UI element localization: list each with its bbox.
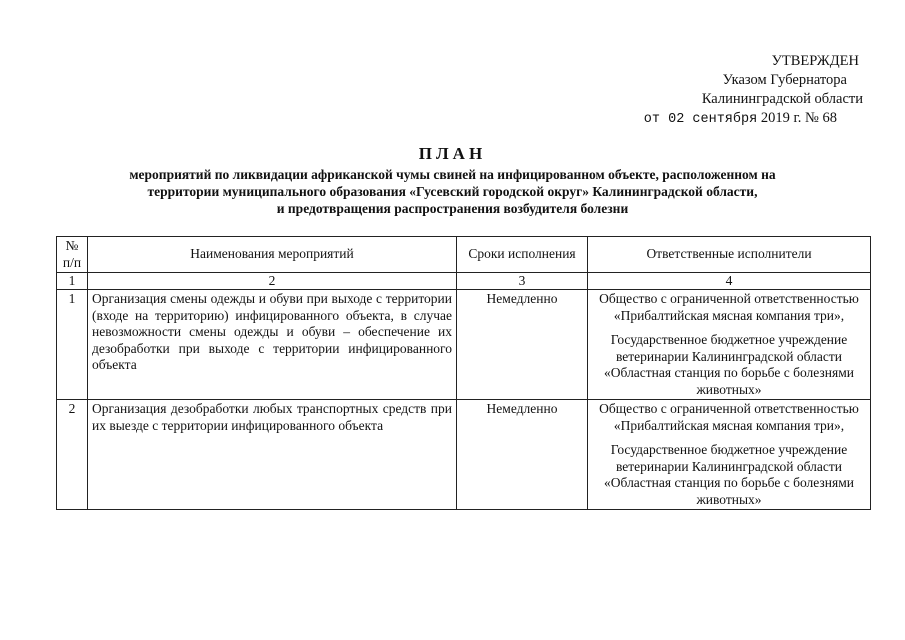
plan-table bbox=[56, 236, 871, 510]
approval-stamp bbox=[644, 52, 863, 129]
approval-date-suffix: 2019 г. № 68 bbox=[760, 110, 837, 126]
header-term: Сроки исполнения bbox=[457, 237, 588, 273]
column-number: 3 bbox=[457, 273, 588, 290]
table-row bbox=[57, 400, 871, 510]
approval-date-prefix: от 02 сентября bbox=[643, 112, 758, 127]
row-resp bbox=[588, 290, 871, 400]
document-title: ПЛАН bbox=[418, 144, 487, 163]
header-name: Наименования мероприятий bbox=[88, 237, 457, 273]
row-term: Немедленно bbox=[457, 290, 588, 400]
row-name: Организация смены одежды и обуви при выходе с территории (входе на территорию) инфицированного объекта, в случае невозможности смены одежды и обуви – обеспечение их дезобработки при выходе с территории инфицированного объекта bbox=[88, 290, 457, 400]
subtitle-line-3: и предотвращения распространения возбудителя болезни bbox=[276, 201, 629, 216]
row-num: 2 bbox=[57, 400, 88, 510]
header-num: № п/п bbox=[57, 237, 88, 273]
resp-organization-1: Общество с ограниченной ответственностью «Прибалтийская мясная компания три», bbox=[599, 401, 859, 433]
approval-status: УТВЕРЖДЕН bbox=[771, 53, 859, 69]
document-subtitle bbox=[60, 166, 845, 217]
resp-organization-1: Общество с ограниченной ответственностью «Прибалтийская мясная компания три», bbox=[599, 291, 859, 323]
column-number-row bbox=[57, 273, 871, 290]
row-term: Немедленно bbox=[457, 400, 588, 510]
approval-date bbox=[644, 109, 863, 129]
table-header-row bbox=[57, 237, 871, 273]
approval-authority: Указом Губернатора bbox=[722, 72, 847, 88]
subtitle-line-2: территории муниципального образования «Гусевский городской округ» Калининградской области, bbox=[147, 184, 758, 199]
row-resp bbox=[588, 400, 871, 510]
row-name: Организация дезобработки любых транспортных средств при их выезде с территории инфицированного объекта bbox=[88, 400, 457, 510]
column-number: 1 bbox=[57, 273, 88, 290]
column-number: 4 bbox=[588, 273, 871, 290]
column-number: 2 bbox=[88, 273, 457, 290]
subtitle-line-1: мероприятий по ликвидации африканской чумы свиней на инфицированном объекте, расположенном на bbox=[129, 167, 776, 182]
header-resp: Ответственные исполнители bbox=[588, 237, 871, 273]
resp-organization-2: Государственное бюджетное учреждение ветеринарии Калининградской области «Областная станция по борьбе с болезнями животных» bbox=[604, 442, 854, 507]
table-row bbox=[57, 290, 871, 400]
row-num: 1 bbox=[57, 290, 88, 400]
resp-organization-2: Государственное бюджетное учреждение ветеринарии Калининградской области «Областная станция по борьбе с болезнями животных» bbox=[604, 332, 854, 397]
approval-region: Калининградской области bbox=[701, 91, 863, 107]
